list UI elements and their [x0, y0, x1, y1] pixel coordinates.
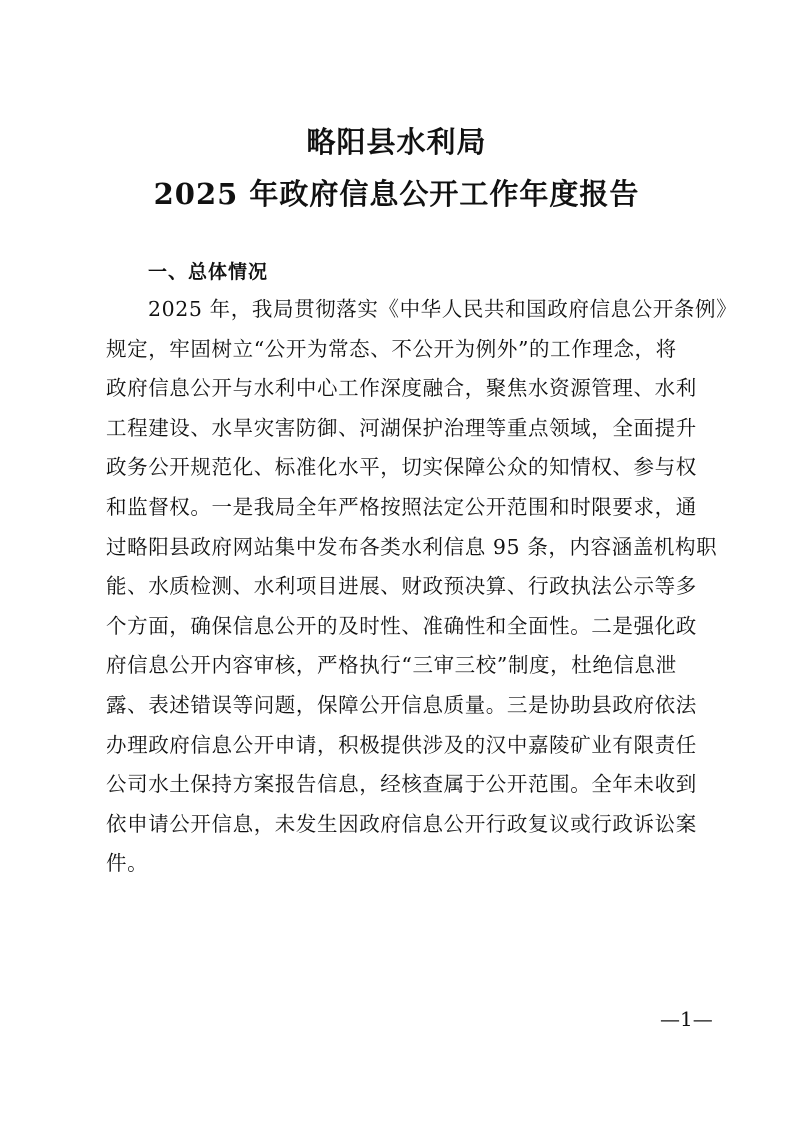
body-line: 依申请公开信息，未发生因政府信息公开行政复议或行政诉讼案	[106, 811, 697, 836]
body-line: 府信息公开内容审核，严格执行“三审三校”制度，杜绝信息泄	[106, 653, 677, 678]
section-heading-overview: 一、总体情况	[148, 261, 269, 283]
page-number: —1—	[660, 1007, 713, 1031]
document-title	[0, 116, 793, 220]
body-line: 露、表述错误等问题，保障公开信息质量。三是协助县政府依法	[106, 692, 697, 717]
body-line: 和监督权。一是我局全年严格按照法定公开范围和时限要求，通	[106, 494, 697, 519]
body-line: 工程建设、水旱灾害防御、河湖保护治理等重点领域，全面提升	[106, 415, 697, 440]
body-line: 能、水质检测、水利项目进展、财政预决算、行政执法公示等多	[106, 574, 697, 599]
body-line: 政务公开规范化、标准化水平，切实保障公众的知情权、参与权	[106, 455, 697, 480]
body-line: 个方面，确保信息公开的及时性、准确性和全面性。二是强化政	[106, 613, 697, 638]
body-line: 公司水土保持方案报告信息，经核查属于公开范围。全年未收到	[106, 772, 697, 797]
body-line: 办理政府信息公开申请，积极提供涉及的汉中嘉陵矿业有限责任	[106, 732, 697, 757]
body-paragraph	[106, 290, 738, 884]
body-line: 规定，牢固树立“公开为常态、不公开为例外”的工作理念，将	[106, 336, 677, 361]
body-line: 2025 年，我局贯彻落实《中华人民共和国政府信息公开条例》	[148, 297, 738, 321]
body-line: 件。	[106, 851, 149, 876]
title-report: 2025 年政府信息公开工作年度报告	[153, 177, 640, 211]
title-agency: 略阳县水利局	[306, 125, 487, 159]
body-line: 过略阳县政府网站集中发布各类水利信息 95 条，内容涵盖机构职	[106, 534, 718, 559]
body-line: 政府信息公开与水利中心工作深度融合，聚焦水资源管理、水利	[106, 376, 697, 401]
